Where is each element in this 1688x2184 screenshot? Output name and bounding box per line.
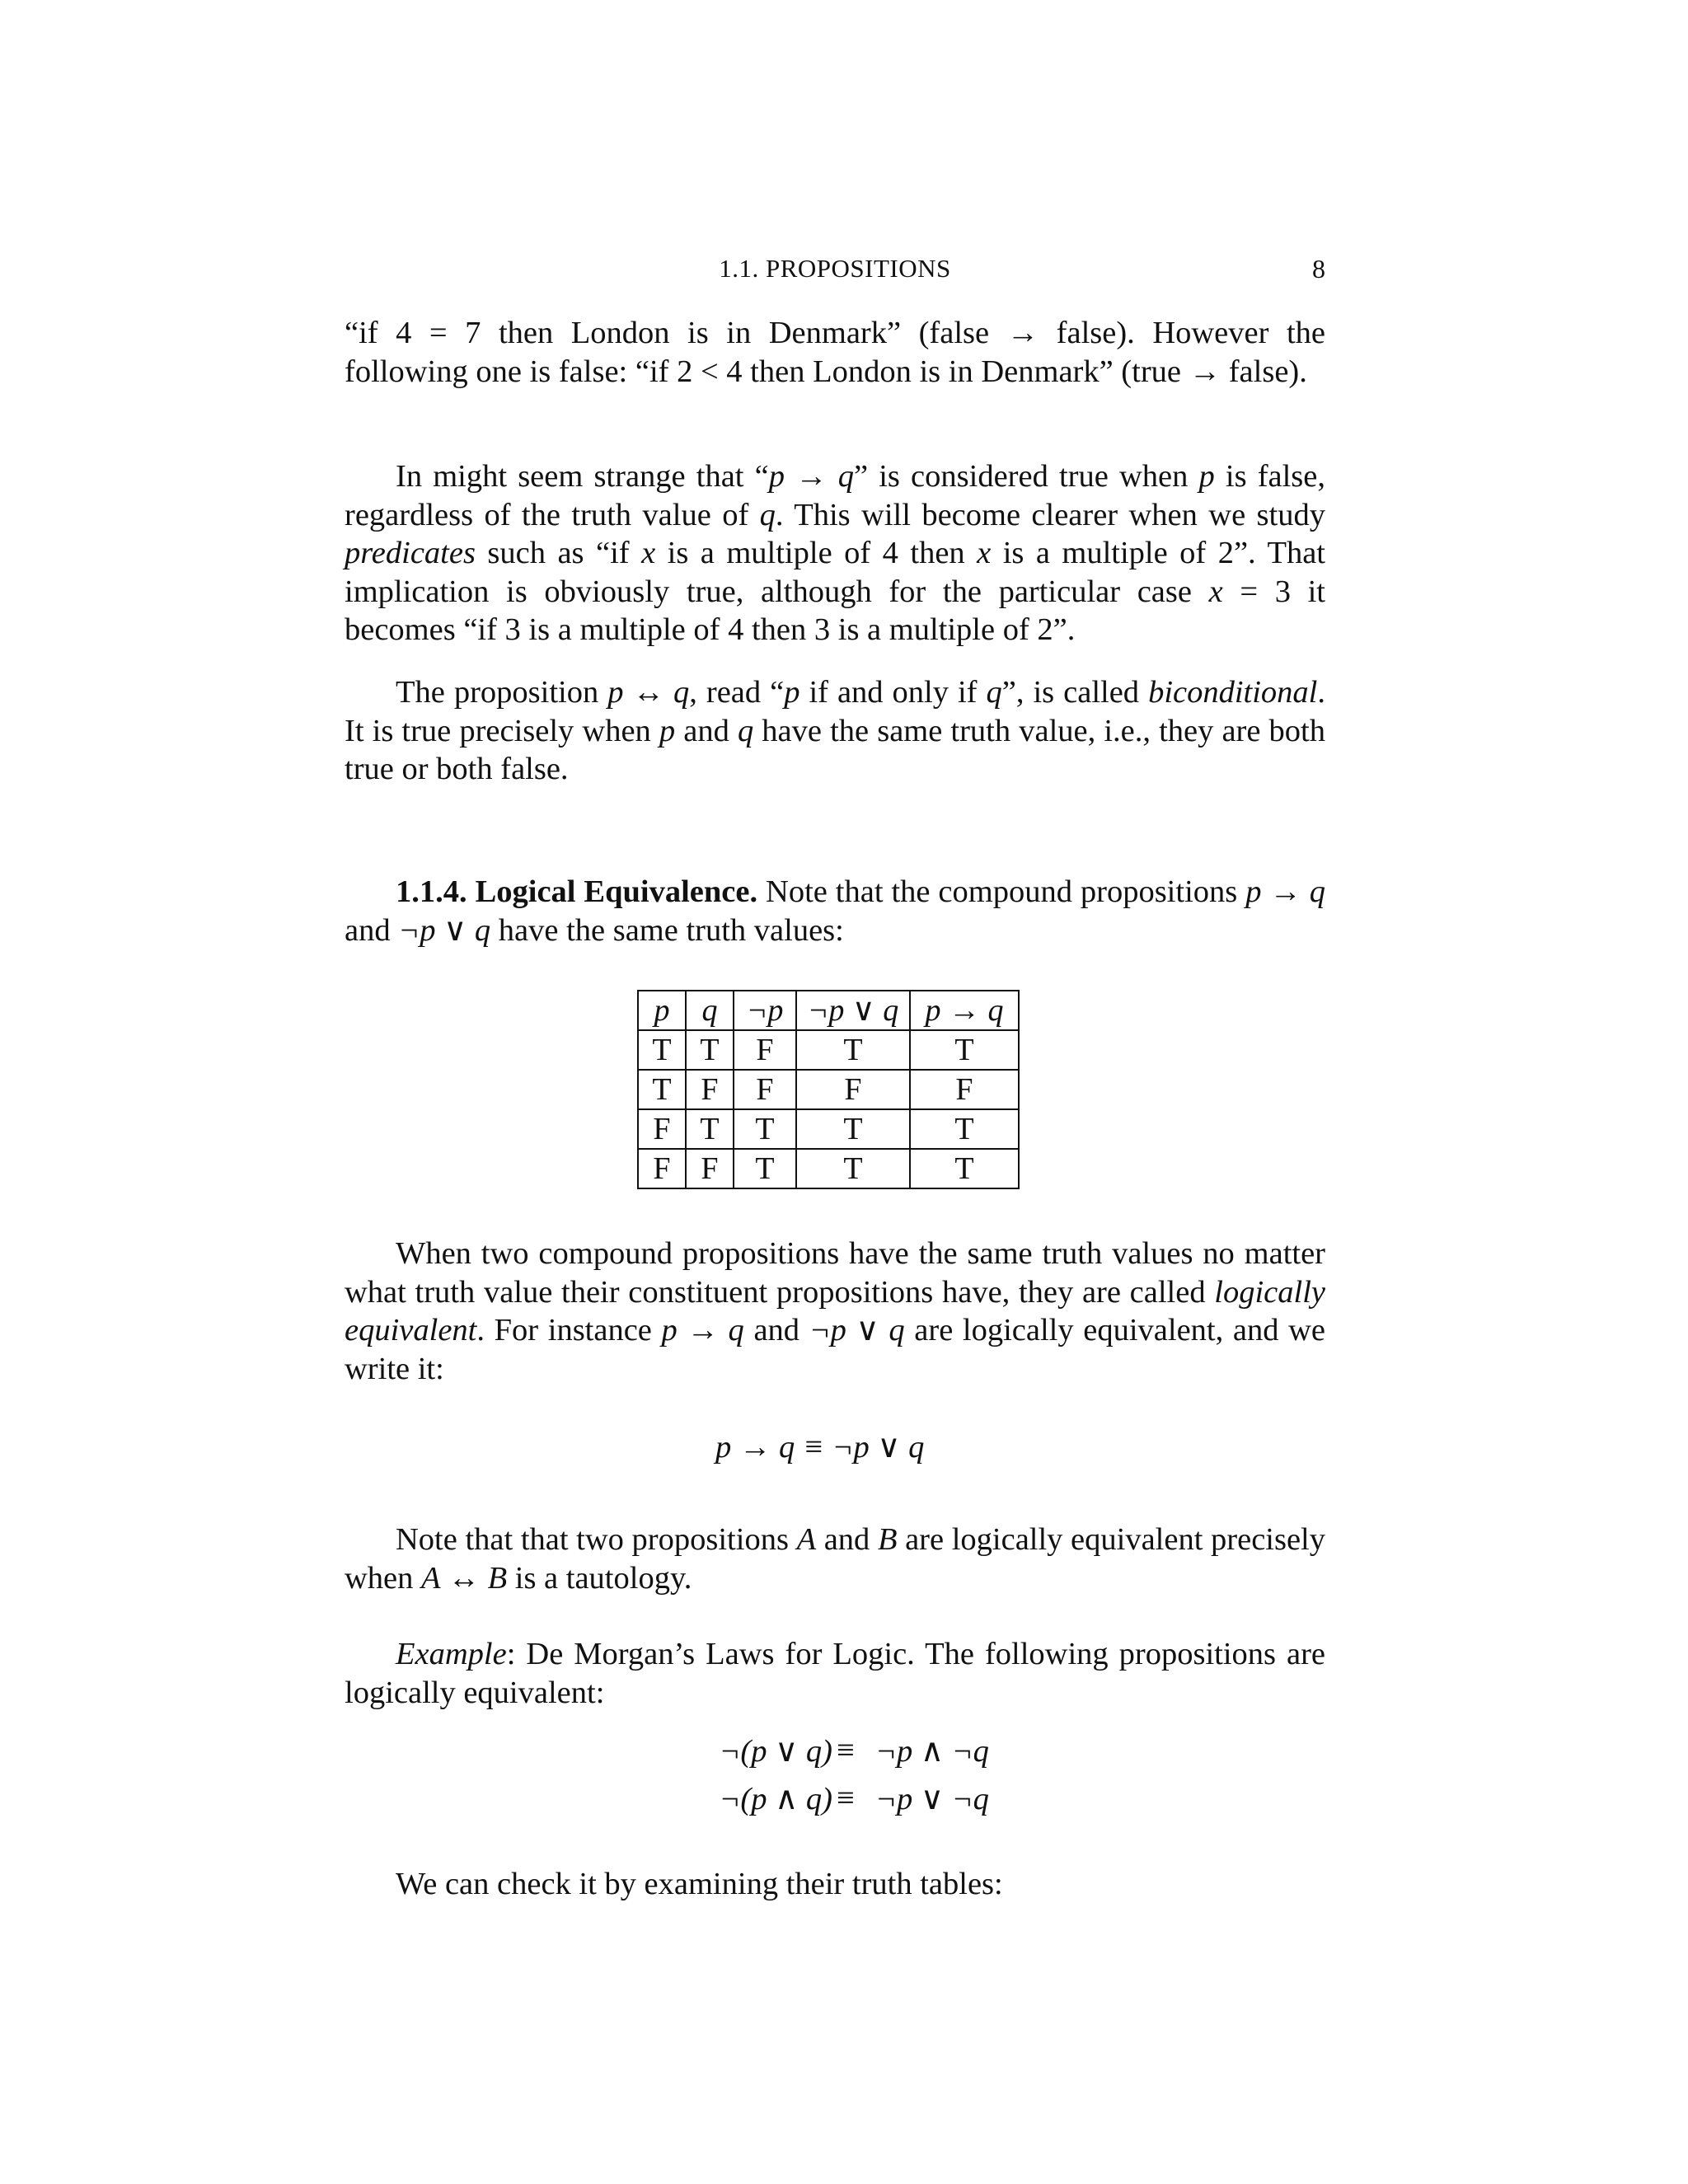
table-cell: T	[734, 1109, 796, 1149]
table-cell: T	[686, 1109, 734, 1149]
equiv-symbol: ≡	[837, 1781, 855, 1816]
table-row	[638, 1149, 1019, 1188]
table-cell: T	[686, 1030, 734, 1070]
table-cell: T	[734, 1149, 796, 1188]
de-morgan-law-2	[692, 1780, 1022, 1818]
formula-lhs: ¬(p ∨ q)	[719, 1734, 832, 1769]
page-header	[345, 254, 1325, 290]
truth-table-header	[638, 991, 1019, 1030]
running-head: 1.1. PROPOSITIONS	[719, 254, 951, 283]
paragraph-check-truth-tables	[345, 1865, 1325, 1904]
section-number: 1.1.4.	[396, 874, 467, 909]
table-cell: T	[796, 1149, 910, 1188]
header-cell: p → q	[910, 991, 1019, 1030]
header-cell: q	[686, 991, 734, 1030]
header-cell: ¬p ∨ q	[796, 991, 910, 1030]
term-predicates: predicates	[345, 536, 476, 570]
table-cell: T	[910, 1030, 1019, 1070]
table-row	[638, 1070, 1019, 1109]
header-cell: ¬p	[734, 991, 796, 1030]
paragraph-tautology: Note that that two propositions A and B are logically equivalent precisely when A ↔ B is a tautology.	[345, 1522, 1325, 1596]
example-label: Example	[396, 1637, 507, 1671]
table-cell: T	[796, 1109, 910, 1149]
formula-lhs: ¬(p ∧ q)	[719, 1782, 832, 1816]
table-cell: F	[638, 1109, 686, 1149]
equiv-symbol: ≡	[837, 1733, 855, 1768]
paragraph-biconditional: The proposition p ↔ q, read “p if and only if q”, is called biconditional. It is true precisely when p and q have the same truth value, i.e., they are both true or both false.	[345, 675, 1326, 786]
term-biconditional: biconditional	[1148, 675, 1318, 710]
table-row	[638, 1030, 1019, 1070]
table-cell: F	[910, 1070, 1019, 1109]
paragraph-implication-example	[345, 314, 1325, 391]
paragraph-implication-explanation: In might seem strange that “p → q” is considered true when p is false, regardless of the truth value of q. This will become clearer when we study predicates such as “if x is a multiple of 4 then x is a multiple of 2”. That implication is obviously true, although for the particular case x = 3 it becomes “if 3 is a multiple of 4 then 3 is a multiple of 2”.	[345, 459, 1326, 647]
table-cell: T	[796, 1030, 910, 1070]
truth-table	[637, 990, 1020, 1189]
table-cell: T	[638, 1070, 686, 1109]
table-cell: F	[686, 1149, 734, 1188]
table-cell: F	[734, 1070, 796, 1109]
table-cell: F	[796, 1070, 910, 1109]
equivalence-formula: p → q ≡ ¬p ∨ q	[715, 1430, 925, 1465]
section-title: Logical Equivalence.	[475, 874, 758, 909]
page-number: 8	[1312, 254, 1325, 284]
formula-rhs: ¬p ∨ ¬q	[875, 1782, 989, 1816]
header-cell: p	[638, 991, 686, 1030]
table-cell: T	[910, 1149, 1019, 1188]
table-cell: T	[638, 1030, 686, 1070]
term-logically-equivalent: logically equivalent	[345, 1274, 1325, 1347]
table-cell: F	[734, 1030, 796, 1070]
table-row	[638, 1109, 1019, 1149]
formula-rhs: ¬p ∧ ¬q	[875, 1734, 989, 1769]
section-logical-equivalence: 1.1.4. Logical Equivalence. Note that the compound propositions p → q and ¬p ∨ q have the same truth values:	[345, 874, 1326, 948]
de-morgan-law-1	[692, 1732, 1022, 1770]
table-cell: T	[910, 1109, 1019, 1149]
paragraph-example-de-morgan: Example: De Morgan’s Laws for Logic. The following propositions are logically equivalent:	[345, 1637, 1325, 1710]
text: “if 4 = 7 then London is in Denmark” (false → false). However the following one is false: “if 2 < 4 then London is in Denmark” (true → false).	[345, 316, 1325, 389]
text: We can check it by examining their truth tables:	[396, 1867, 1003, 1901]
table-cell: F	[686, 1070, 734, 1109]
paragraph-logically-equivalent: When two compound propositions have the same truth values no matter what truth value their constituent propositions have, they are called logically equivalent. For instance p → q and ¬p ∨ q are logically equivalent, and we write it:	[345, 1236, 1326, 1386]
table-cell: F	[638, 1149, 686, 1188]
